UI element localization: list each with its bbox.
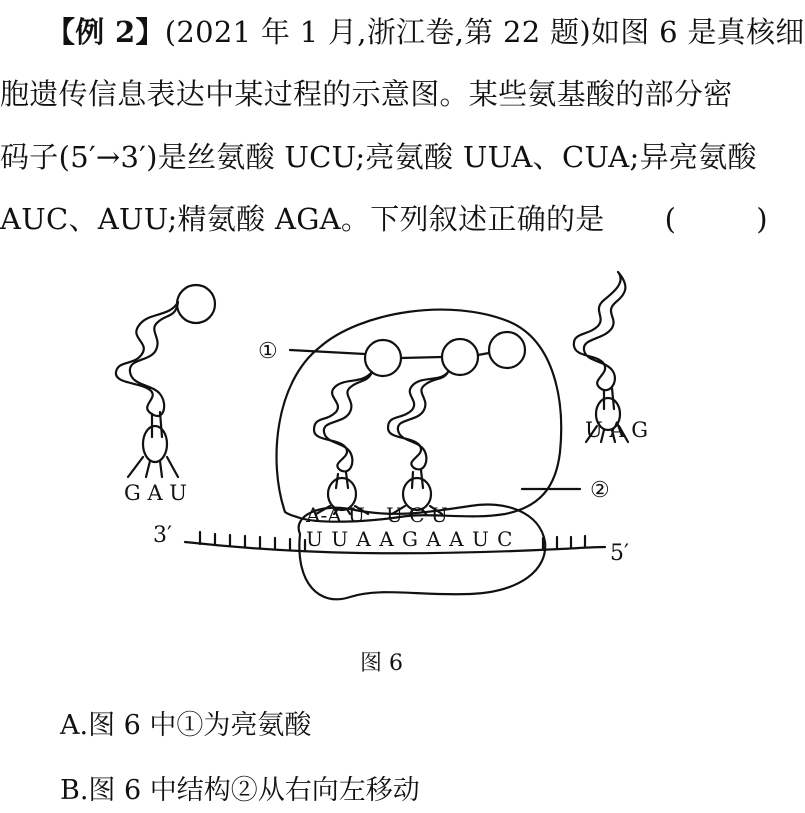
answer-paren-close: ) (756, 202, 768, 236)
figure-caption: 图 6 (360, 651, 403, 676)
answer-paren-open: ( (664, 202, 677, 236)
amino-acid-circle (489, 332, 525, 368)
question-line-4-text: AUC、AUU;精氨酸 AGA。下列叙述正确的是 (0, 202, 605, 236)
amino-acid-circle (177, 285, 215, 323)
mrna-sequence: U U A A G A A U C (306, 527, 514, 551)
mrna-3-prime-label: 3′ (153, 523, 172, 548)
trna-left-anticodon: G A U (124, 481, 187, 505)
trna-right (574, 272, 628, 442)
example-label: 【例 2】 (46, 15, 165, 49)
marker-1-label: ① (258, 339, 278, 364)
question-line-1 (46, 10, 805, 51)
trna-mid1-anticodon: A-A U (306, 503, 365, 527)
trna-right-anticodon: U A G (585, 418, 648, 442)
amino-acid-circle (442, 339, 478, 375)
option-b[interactable]: B.图 6 中结构②从右向左移动 (60, 775, 420, 806)
peptide-bond (401, 353, 489, 358)
option-a[interactable]: A.图 6 中①为亮氨酸 (60, 710, 312, 741)
amino-acid-circle (365, 340, 401, 376)
question-line-2: 胞遗传信息表达中某过程的示意图。某些氨基酸的部分密 (0, 77, 733, 111)
trna-middle-2 (388, 372, 448, 514)
translation-diagram (0, 262, 764, 642)
marker-1-line (290, 350, 365, 354)
question-line-1-text: (2021 年 1 月,浙江卷,第 22 题)如图 6 是真核细 (164, 15, 805, 49)
marker-2-label: ② (590, 478, 610, 503)
mrna-5-prime-label: 5′ (610, 541, 629, 566)
trna-mid2-anticodon: U C U (386, 503, 448, 527)
trna-left (116, 302, 178, 477)
question-line-4 (0, 197, 768, 238)
trna-middle-1 (314, 372, 372, 514)
question-line-3: 码子(5′→3′)是丝氨酸 UCU;亮氨酸 UUA、CUA;异亮氨酸 (0, 140, 757, 174)
